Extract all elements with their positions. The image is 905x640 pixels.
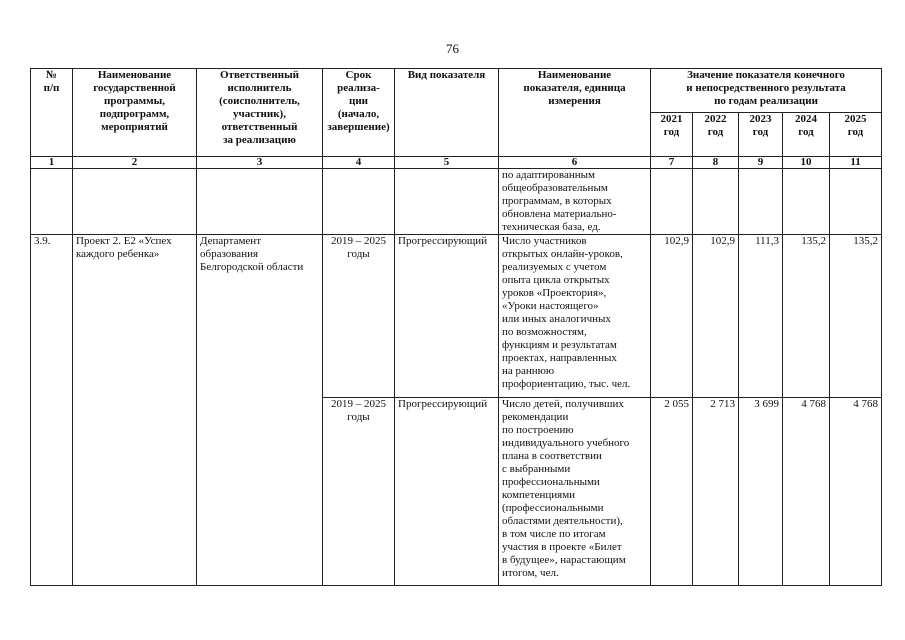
responsible-executor bbox=[197, 169, 323, 235]
value-2022 bbox=[693, 169, 739, 235]
header-period: Срок реализа- ции (начало, завершение) bbox=[323, 69, 395, 157]
indicator-name: по адаптированным общеобразовательным программам, в которых обновлена материально- техническая база, ед. bbox=[499, 169, 651, 235]
value-2021 bbox=[651, 169, 693, 235]
indicator-name: Число участников открытых онлайн-уроков, реализуемых с учетом опыта цикла открытых уроков «Проектория», «Уроки настоящего» или иных аналогичных по возможностям, функциям и результатам проектах, направленных на раннюю профориентацию, тыс. чел. bbox=[499, 235, 651, 398]
indicator-kind: Прогрессирующий bbox=[395, 398, 499, 586]
value-2025: 135,2 bbox=[830, 235, 882, 398]
header-year-2023: 2023 год bbox=[739, 113, 783, 157]
header-number: № п/п bbox=[31, 69, 73, 157]
column-number: 4 bbox=[323, 157, 395, 169]
indicator-kind bbox=[395, 169, 499, 235]
header-year-2024: 2024 год bbox=[783, 113, 830, 157]
indicators-table bbox=[30, 68, 882, 586]
indicator-name: Число детей, получивших рекомендации по построению индивидуального учебного плана в соответствии с выбранными профессиональными компетенциями (профессиональными областями деятельности), в том числе по итогам участия в проекте «Билет в будущее», нарастающим итогом, чел. bbox=[499, 398, 651, 586]
program-name: Проект 2. Е2 «Успех каждого ребенка» bbox=[73, 235, 197, 586]
header-year-2022: 2022 год bbox=[693, 113, 739, 157]
value-2024: 135,2 bbox=[783, 235, 830, 398]
column-number: 7 bbox=[651, 157, 693, 169]
value-2025: 4 768 bbox=[830, 398, 882, 586]
header-year-2021: 2021 год bbox=[651, 113, 693, 157]
row-number: 3.9. bbox=[31, 235, 73, 586]
column-number: 2 bbox=[73, 157, 197, 169]
column-number: 3 bbox=[197, 157, 323, 169]
header-indicator-name: Наименование показателя, единица измерения bbox=[499, 69, 651, 157]
value-2024: 4 768 bbox=[783, 398, 830, 586]
header-indicator-kind: Вид показателя bbox=[395, 69, 499, 157]
implementation-period bbox=[323, 169, 395, 235]
value-2022: 102,9 bbox=[693, 235, 739, 398]
value-2021: 102,9 bbox=[651, 235, 693, 398]
responsible-executor: Департамент образования Белгородской области bbox=[197, 235, 323, 586]
value-2023: 3 699 bbox=[739, 398, 783, 586]
header-program-name: Наименование государственной программы, подпрограмм, мероприятий bbox=[73, 69, 197, 157]
value-2024 bbox=[783, 169, 830, 235]
column-number: 1 bbox=[31, 157, 73, 169]
implementation-period: 2019 – 2025 годы bbox=[323, 235, 395, 398]
value-2025 bbox=[830, 169, 882, 235]
column-number: 6 bbox=[499, 157, 651, 169]
value-2021: 2 055 bbox=[651, 398, 693, 586]
value-2022: 2 713 bbox=[693, 398, 739, 586]
header-values-group: Значение показателя конечного и непосредственного результата по годам реализации bbox=[651, 69, 882, 113]
indicator-kind: Прогрессирующий bbox=[395, 235, 499, 398]
implementation-period: 2019 – 2025 годы bbox=[323, 398, 395, 586]
column-number: 10 bbox=[783, 157, 830, 169]
header-responsible: Ответственный исполнитель (соисполнитель, участник), ответственный за реализацию bbox=[197, 69, 323, 157]
table-row bbox=[31, 235, 882, 398]
column-number: 8 bbox=[693, 157, 739, 169]
value-2023 bbox=[739, 169, 783, 235]
column-number: 9 bbox=[739, 157, 783, 169]
column-number: 5 bbox=[395, 157, 499, 169]
column-numbers-row bbox=[31, 157, 882, 169]
value-2023: 111,3 bbox=[739, 235, 783, 398]
column-number: 11 bbox=[830, 157, 882, 169]
header-year-2025: 2025 год bbox=[830, 113, 882, 157]
program-name bbox=[73, 169, 197, 235]
row-number bbox=[31, 169, 73, 235]
table-row bbox=[31, 169, 882, 235]
page-number: 76 bbox=[446, 41, 459, 56]
